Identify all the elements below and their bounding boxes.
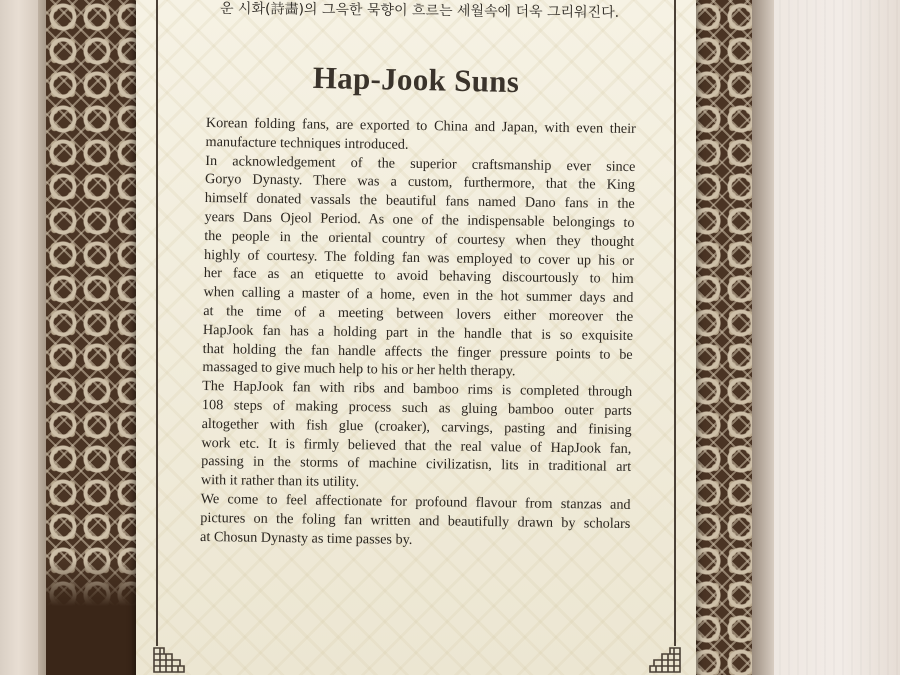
body-line: years Dans Ojeol Period. As one of the indispensable belongings to [204, 208, 635, 231]
wood-box-left-edge [0, 0, 46, 675]
leaflet-paper [136, 0, 696, 675]
body-line: HapJook fan has a holding part in the handle that is so exquisite [202, 321, 634, 344]
body-line: The HapJook fan with ribs and bamboo rims is completed through [202, 378, 633, 401]
body-line: the people in the oriental country of courtesy when they thought [204, 227, 635, 250]
lace-doily-right [690, 0, 754, 675]
leaflet-body [200, 114, 636, 552]
body-line: 108 steps of making process such as gluing bamboo outer parts [201, 396, 633, 419]
body-line: We come to feel affectionate for profound flavour from stanzas and [200, 490, 631, 513]
body-line: pictures on the foling fan written and beautifully drawn by scholars [200, 509, 631, 532]
body-line: her face as an etiquette to avoid behaving discourtously to him [203, 265, 634, 288]
lattice-corner-icon [152, 646, 186, 674]
body-line: Goryo Dynasty. There was a custom, furthermore, that the King [204, 171, 636, 194]
body-line: with it rather than its utility. [200, 472, 360, 491]
body-line: passing in the storms of machine civilizatisn, lits in traditional art [201, 453, 632, 476]
body-line: In acknowledgement of the superior craftsmanship ever since [205, 152, 636, 175]
korean-caption: 운 시화(詩畵)의 그윽한 묵향이 흐르는 세월속에 더욱 그리워진다. [219, 0, 620, 21]
wood-box-right-edge [752, 0, 900, 675]
body-line: at Chosun Dynasty as time passes by. [199, 528, 413, 548]
body-line: Korean folding fans, are exported to China and Japan, with even their [205, 114, 636, 138]
lattice-corner-icon [648, 646, 682, 674]
body-line: at the time of a meeting between lovers either moreover the [203, 302, 634, 325]
body-line: highly of courtesy. The folding fan was employed to cover up his or [203, 246, 635, 269]
body-line: massaged to give much help to his or her helth therapy. [202, 359, 516, 380]
body-line: altogether with fish glue (croaker), carvings, pasting and finising [201, 415, 632, 438]
body-line: work etc. It is firmly believed that the real value of HapJook fan, [201, 434, 632, 457]
dark-wood-surface [46, 560, 150, 675]
body-line: manufacture techniques introduced. [205, 133, 409, 153]
body-line: that holding the fan handle affects the finger pressure points to be [202, 340, 633, 363]
leaflet-title: Hap-Jook Suns [312, 59, 520, 100]
body-line: himself donated vassals the beautiful fans named Dano fans in the [204, 190, 635, 213]
body-line: when calling a master of a home, even in the hot summer days and [203, 284, 634, 307]
